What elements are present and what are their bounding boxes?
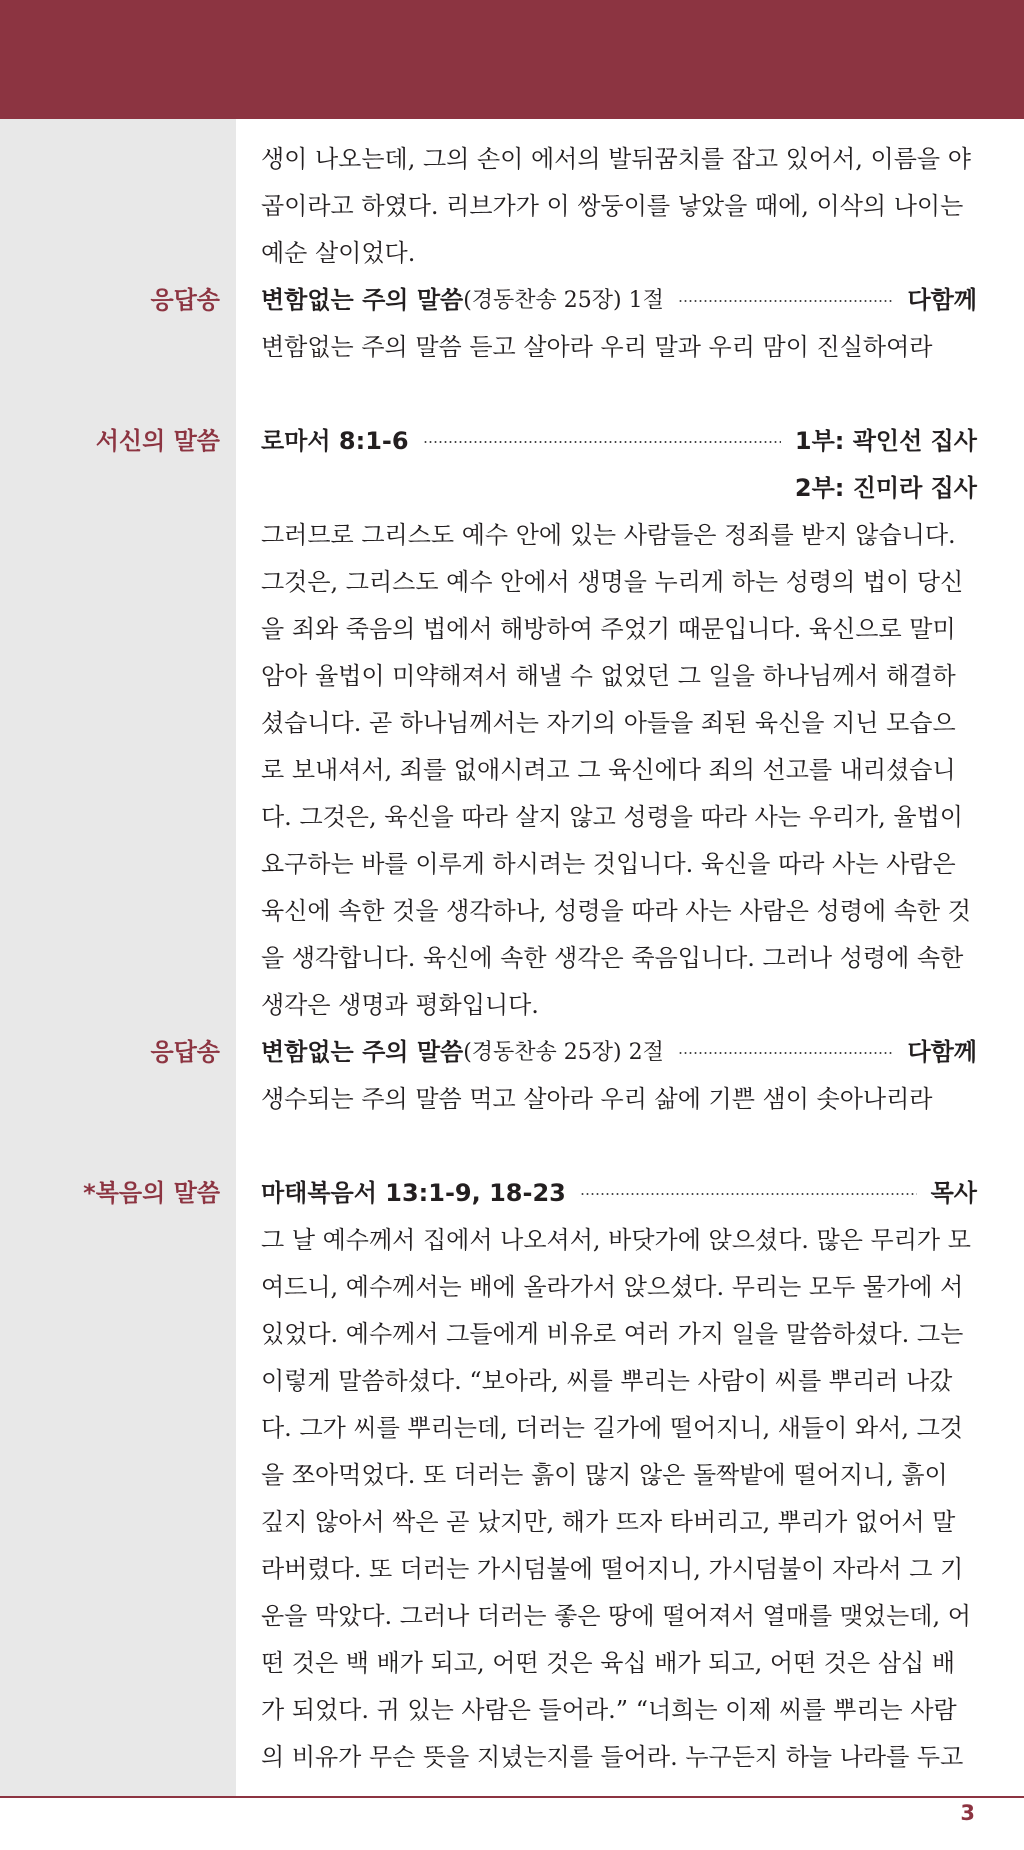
text-line: 있었다. 예수께서 그들에게 비유로 여러 가지 일을 말씀하셨다. 그는 — [261, 1320, 964, 1348]
hymn-title: 변함없는 주의 말씀 — [261, 1038, 464, 1066]
text-line: 을 생각합니다. 육신에 속한 생각은 죽음입니다. 그러나 성령에 속한 — [261, 944, 964, 972]
performer: 다함께 — [907, 1038, 977, 1066]
dot-leader — [423, 441, 781, 443]
footer-rule — [0, 1796, 1024, 1798]
text-line: 그 날 예수께서 집에서 나오셔서, 바닷가에 앉으셨다. 많은 무리가 모 — [261, 1226, 971, 1254]
hymn-source: (경동찬송 25장) 1절 — [463, 288, 664, 313]
text-line: 요구하는 바를 이루게 하시려는 것입니다. 육신을 따라 사는 사람은 — [261, 850, 956, 878]
text-line: 셨습니다. 곧 하나님께서는 자기의 아들을 죄된 육신을 지닌 모습으 — [261, 709, 956, 737]
epistle-label: 서신의 말씀 — [95, 427, 220, 455]
text-line: 가 되었다. 귀 있는 사람은 들어라.” “너희는 이제 씨를 뿌리는 사람 — [261, 1696, 957, 1724]
hymn-source: (경동찬송 25장) 2절 — [463, 1040, 664, 1065]
response-song-label: 응답송 — [150, 286, 220, 314]
text-line: 다. 그가 씨를 뿌리는데, 더러는 길가에 떨어지니, 새들이 와서, 그것 — [261, 1414, 963, 1442]
text-line: 떤 것은 백 배가 되고, 어떤 것은 육십 배가 되고, 어떤 것은 삼십 배 — [261, 1649, 956, 1677]
text-line: 운을 막았다. 그러나 더러는 좋은 땅에 떨어져서 열매를 맺었는데, 어 — [261, 1602, 971, 1630]
continued-reading — [261, 136, 977, 277]
epistle-reference: 로마서 8:1-6 — [261, 427, 409, 455]
text-line: 육신에 속한 것을 생각하나, 성령을 따라 사는 사람은 성령에 속한 것 — [261, 897, 971, 925]
hymn-title: 변함없는 주의 말씀 — [261, 286, 464, 314]
text-line: 예순 살이었다. — [261, 239, 416, 267]
epistle-header — [261, 418, 977, 465]
reader-second-service: 2부: 진미라 집사 — [794, 474, 977, 502]
text-line: 깊지 않아서 싹은 곧 났지만, 해가 뜨자 타버리고, 뿌리가 없어서 말 — [261, 1508, 956, 1536]
gospel-label: *복음의 말씀 — [83, 1179, 220, 1207]
hymn-lyric: 변함없는 주의 말씀 듣고 살아라 우리 말과 우리 맘이 진실하여라 — [261, 333, 933, 361]
text-line: 생각은 생명과 평화입니다. — [261, 991, 539, 1019]
text-line: 을 죄와 죽음의 법에서 해방하여 주었기 때문입니다. 육신으로 말미 — [261, 615, 956, 643]
epistle-text — [261, 512, 977, 1029]
text-line: 그러므로 그리스도 예수 안에 있는 사람들은 정죄를 받지 않습니다. — [261, 521, 956, 549]
header-band — [0, 0, 1024, 119]
response-song-header — [261, 277, 977, 324]
text-line: 을 쪼아먹었다. 또 더러는 흙이 많지 않은 돌짝밭에 떨어지니, 흙이 — [261, 1461, 948, 1489]
text-line: 곱이라고 하였다. 리브가가 이 쌍둥이를 낳았을 때에, 이삭의 나이는 — [261, 192, 964, 220]
hymn-lyric: 생수되는 주의 말씀 먹고 살아라 우리 삶에 기쁜 샘이 솟아나리라 — [261, 1085, 933, 1113]
response-song-label: 응답송 — [150, 1038, 220, 1066]
epistle-reader-row — [261, 465, 977, 512]
gospel-reference: 마태복음서 13:1-9, 18-23 — [261, 1179, 566, 1207]
reader-first-service: 1부: 곽인선 집사 — [794, 427, 977, 455]
gospel-header — [261, 1170, 977, 1217]
dot-leader — [678, 300, 894, 302]
text-line: 여드니, 예수께서는 배에 올라가서 앉으셨다. 무리는 모두 물가에 서 — [261, 1273, 964, 1301]
text-line: 라버렸다. 또 더러는 가시덤불에 떨어지니, 가시덤불이 자라서 그 기 — [261, 1555, 964, 1583]
text-line: 그것은, 그리스도 예수 안에서 생명을 누리게 하는 성령의 법이 당신 — [261, 568, 964, 596]
dot-leader — [678, 1052, 894, 1054]
response-song-header — [261, 1029, 977, 1076]
text-line: 로 보내셔서, 죄를 없애시려고 그 육신에다 죄의 선고를 내리셨습니 — [261, 756, 956, 784]
page-number: 3 — [960, 1801, 975, 1825]
text-line: 생이 나오는데, 그의 손이 에서의 발뒤꿈치를 잡고 있어서, 이름을 야 — [261, 145, 971, 173]
text-line: 이렇게 말씀하셨다. “보아라, 씨를 뿌리는 사람이 씨를 뿌리러 나갔 — [261, 1367, 953, 1395]
text-line: 의 비유가 무슨 뜻을 지녔는지를 들어라. 누구든지 하늘 나라를 두고 — [261, 1743, 964, 1771]
dot-leader — [580, 1193, 917, 1195]
gospel-reader: 목사 — [930, 1179, 977, 1207]
performer: 다함께 — [907, 286, 977, 314]
label-column — [0, 119, 236, 1796]
text-line: 암아 율법이 미약해져서 해낼 수 없었던 그 일을 하나님께서 해결하 — [261, 662, 956, 690]
text-line: 다. 그것은, 육신을 따라 살지 않고 성령을 따라 사는 우리가, 율법이 — [261, 803, 963, 831]
gospel-text — [261, 1217, 977, 1781]
